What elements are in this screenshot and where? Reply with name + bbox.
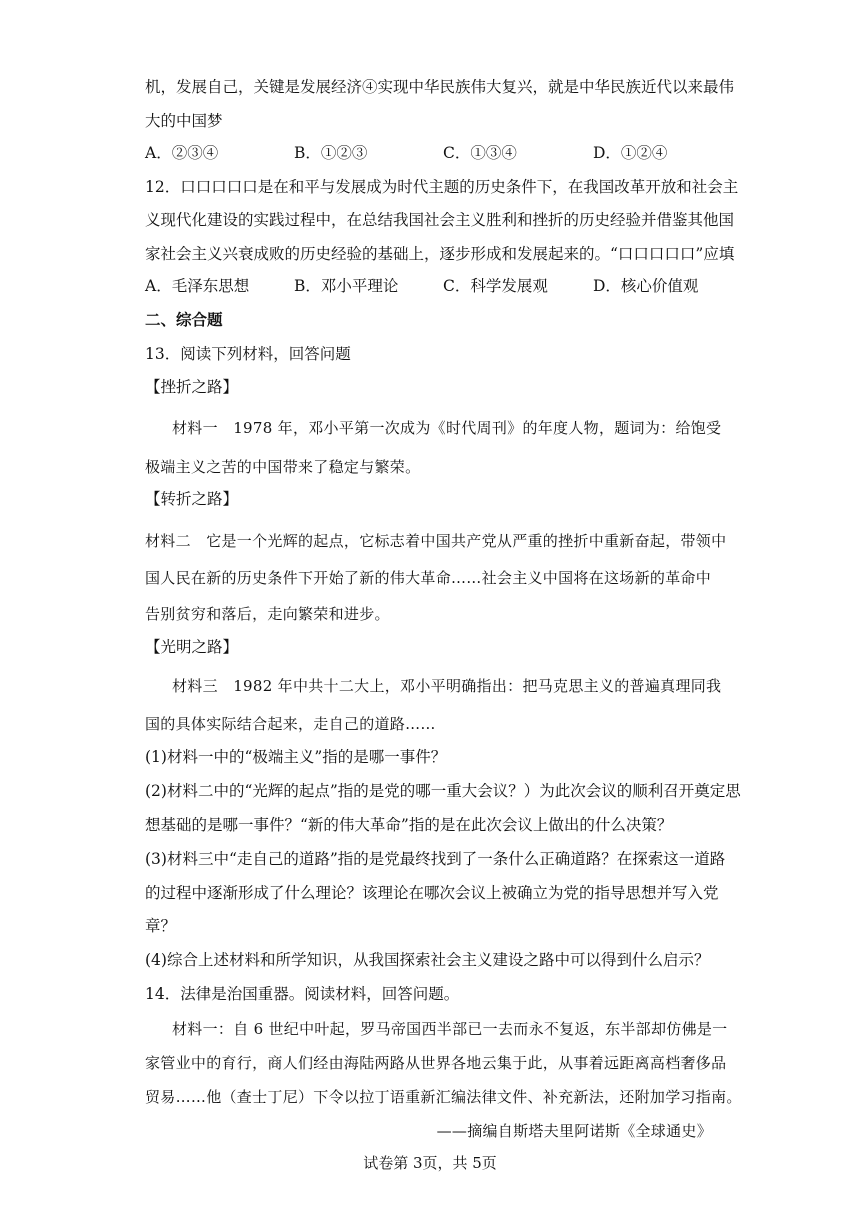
heading-setback: 【挫折之路】 [145, 378, 239, 396]
material-3-line: 材料三 1982 年中共十二大上，邓小平明确指出：把马克思主义的普遍真理同我 [172, 677, 722, 695]
question-line: (4)综合上述材料和所学知识，从我国探索社会主义建设之路中可以得到什么启示？ [145, 951, 710, 969]
text-line: 机，发展自己，关键是发展经济④实现中华民族伟大复兴，就是中华民族近代以来最伟 [145, 78, 735, 96]
material-2-line: 国人民在新的历史条件下开始了新的伟大革命……社会主义中国将在这场新的革命中 [145, 569, 712, 587]
material-1-line: 极端主义之苦的中国带来了稳定与繁荣。 [145, 458, 421, 476]
question-line: (2)材料二中的“光辉的起点”指的是党的哪一重大会议？）为此次会议的顺利召开奠定思 [145, 782, 741, 800]
question-line: 想基础的是哪一事件？“新的伟大革命”指的是在此次会议上做出的什么决策？ [145, 816, 673, 834]
q13-title: 13．阅读下列材料，回答问题 [145, 345, 351, 363]
material-4-source: ——摘编自斯塔夫里阿诺斯《全球通史》 [436, 1122, 712, 1140]
question-line: 的过程中逐渐形成了什么理论？该理论在哪次会议上被确立为党的指导思想并写入党 [145, 884, 719, 902]
material-4-line: 家管业中的育行，商人们经由海陆两路从世界各地云集于此，从事着远距离高档奢侈品 [145, 1054, 727, 1072]
q11-option-c: C．①③④ [443, 144, 517, 162]
q11-option-a: A．②③④ [145, 144, 219, 162]
q12-option-a: A．毛泽东思想 [145, 277, 250, 295]
q14-title: 14．法律是治国重器。阅读材料，回答问题。 [145, 985, 460, 1003]
material-2-line: 材料二 它是一个光辉的起点，它标志着中国共产党从严重的挫折中重新奋起，带领中 [145, 532, 727, 550]
q11-option-d: D．①②④ [593, 144, 668, 162]
material-1-line: 材料一 1978 年，邓小平第一次成为《时代周刊》的年度人物，题词为：给饱受 [172, 419, 722, 437]
material-3-line: 国的具体实际结合起来，走自己的道路…… [145, 715, 436, 733]
q12-option-d: D．核心价值观 [593, 277, 699, 295]
material-4-line: 贸易……他（查士丁尼）下令以拉丁语重新汇编法律文件、补充新法，还附加学习指南。 [145, 1088, 742, 1106]
q12-option-b: B．邓小平理论 [294, 277, 399, 295]
q12-line: 义现代化建设的实践过程中，在总结我国社会主义胜利和挫折的历史经验并借鉴其他国 [145, 211, 735, 229]
q11-option-b: B．①②③ [294, 144, 368, 162]
question-line: (3)材料三中“走自己的道路”指的是党最终找到了一条什么正确道路？在探索这一道路 [145, 850, 726, 868]
heading-bright: 【光明之路】 [145, 638, 239, 656]
material-4-line: 材料一：自 6 世纪中叶起，罗马帝国西半部已一去而永不复返，东半部却仿佛是一 [172, 1020, 728, 1038]
material-2-line: 告别贫穷和落后，走向繁荣和进步。 [145, 605, 390, 623]
q12-option-c: C．科学发展观 [443, 277, 548, 295]
page-footer: 试卷第 3页，共 5页 [363, 1154, 497, 1172]
question-line: 章？ [145, 917, 177, 935]
q12-line: 12．口口口口口是在和平与发展成为时代主题的历史条件下，在我国改革开放和社会主 [145, 178, 739, 196]
section-title: 二、综合题 [145, 310, 223, 329]
question-line: (1)材料一中的“极端主义”指的是哪一事件？ [145, 748, 447, 766]
heading-turning: 【转折之路】 [145, 490, 239, 508]
text-line: 大的中国梦 [145, 112, 223, 130]
q12-line: 家社会主义兴衰成败的历史经验的基础上，逐步形成和发展起来的。“口口口口口”应填 [145, 245, 735, 263]
